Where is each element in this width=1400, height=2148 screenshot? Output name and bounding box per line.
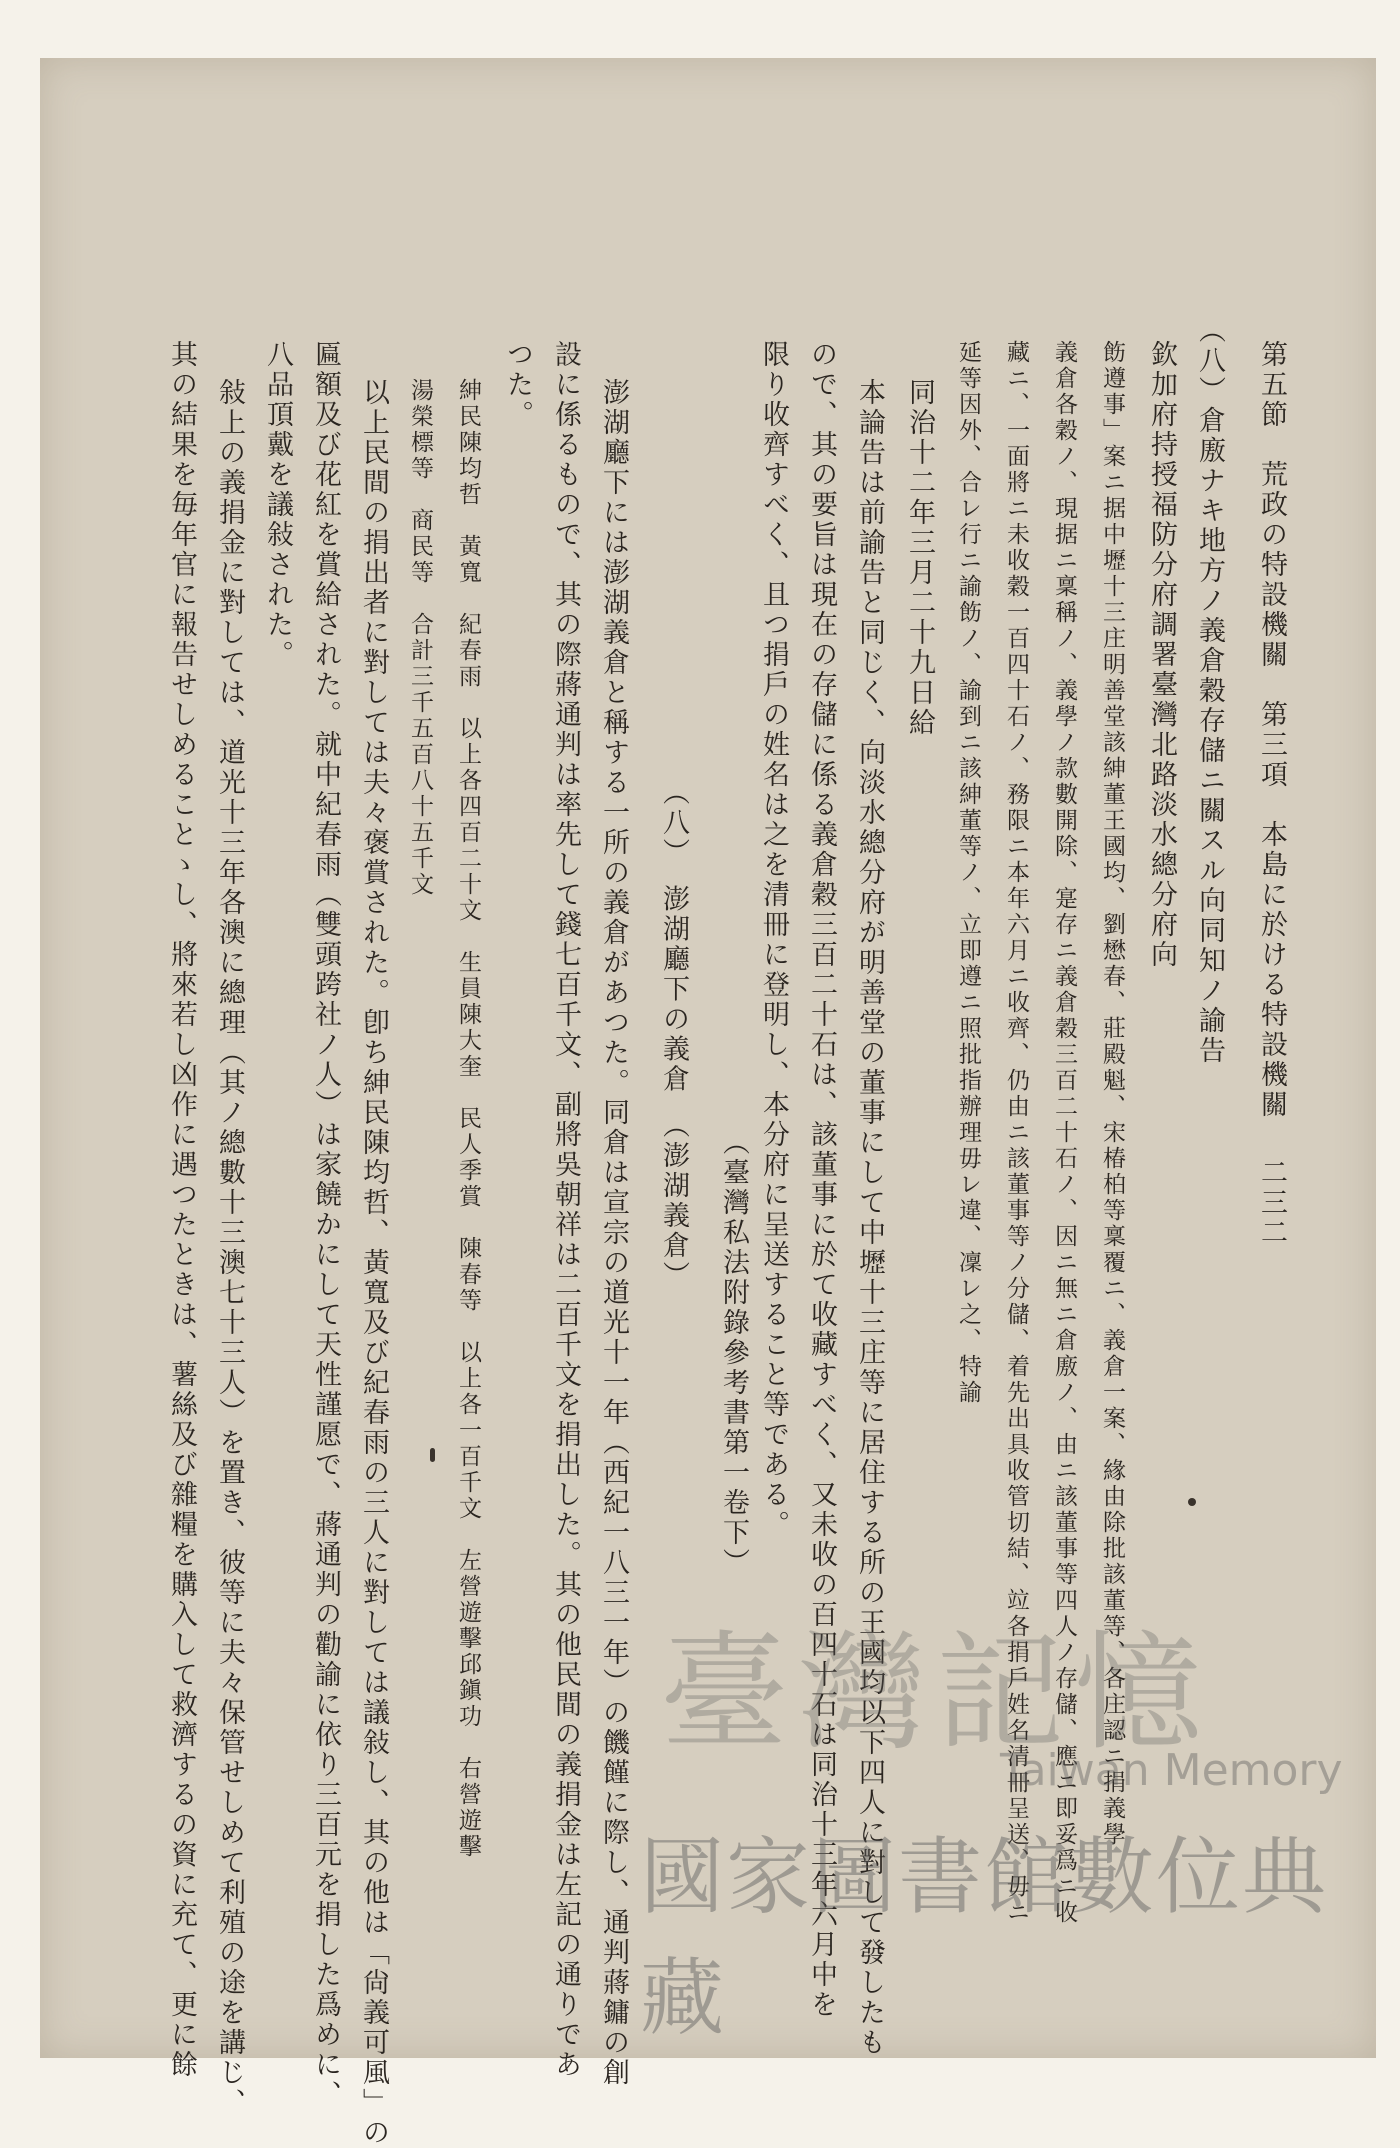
text-column: 八品頂戴を議敍された。 [262, 340, 293, 670]
text-column: 延等因外、合レ行ニ諭飭ノ、諭到ニ該紳董等ノ、立即遵ニ照批指辦理毋レ違、凜レ之、特諭 [955, 340, 981, 1406]
section-heading: （八） 澎湖廳下の義倉 （澎湖義倉） [658, 778, 689, 1291]
page-number: 二三二 [1256, 1158, 1287, 1248]
text-column: ので、其の要旨は現在の存儲に係る義倉穀三百二十石は、該董事に於て收藏すべく、又未收の百四十石は同治十三年六月中を [806, 340, 837, 2020]
text-column: 澎湖廳下には澎湖義倉と稱する一所の義倉があつた。同倉は宣宗の道光十一年（西紀一八三一年）の饑饉に際し、通判蔣鏞の創 [598, 378, 629, 2088]
text-column: 欽加府持授福防分府調署臺灣北路淡水總分府向 [1146, 340, 1177, 970]
text-column: （八）倉廒ナキ地方ノ義倉穀存儲ニ關スル向同知ノ諭告 [1194, 316, 1225, 1066]
text-column: 湯榮標等 商民等 合計三千五百八十五千文 [407, 378, 433, 898]
text-column: 其の結果を毎年官に報告せしめることゝし、將來若し凶作に遇つたときは、薯絲及び雜糧を購入して救濟するの資に充て、更に餘 [166, 340, 197, 2080]
text-column: 以上民間の捐出者に對しては夫々褒賞された。卽ち紳民陳均哲、黃寬及び紀春雨の三人に對しては議敍し、其の他は「尙義可風」の [358, 378, 389, 2148]
watermark-calligraphy: 臺灣記憶 [660, 1619, 1213, 1768]
running-title: 第五節 荒政の特設機關 第三項 本島に於ける特設機關 [1256, 340, 1287, 1120]
date-line: 同治十二年三月二十九日給 [904, 378, 935, 738]
text-column: 藏ニ、一面將ニ未收穀一百四十石ノ、務限ニ本年六月ニ收齊、仍由ニ該董事等ノ分儲、着先出具收管切結、竝各捐戶姓名清冊呈送、毋ニ [1003, 340, 1029, 1926]
watermark-english: Taiwan Memory [1000, 1745, 1343, 1796]
text-column: 義倉各穀ノ、現据ニ稟稱ノ、義學ノ款數開除、寔存ニ義倉穀三百二十石ノ、因ニ無ニ倉廒ノ、由ニ該董事等四人ノ存儲、應ニ即妥爲ニ收 [1051, 340, 1077, 1926]
ink-spot [1188, 1498, 1196, 1506]
text-column: 設に係るもので、其の際蔣通判は率先して錢七百千文、副將吳朝祥は二百千文を捐出した。其の他民間の義捐金は左記の通りであ [550, 340, 581, 2080]
text-column: つた。 [502, 340, 533, 430]
ink-spot [430, 1448, 435, 1462]
text-column: 敍上の義捐金に對しては、道光十三年各澳に總理（其ノ總數十三澳七十三人）を置き、彼等に夫々保管せしめて利殖の途を講じ、 [214, 378, 245, 2118]
text-column: 匾額及び花紅を賞給された。就中紀春雨（雙頭跨社ノ人）は家饒かにして天性謹愿で、蔣通判の勸諭に依り三百元を捐した爲めに、 [310, 340, 341, 2110]
text-column: 紳民陳均哲 黃寬 紀春雨 以上各四百二十文 生員陳大奎 民人季賞 陳春等 以上各一百千文 左營遊擊邱鎭功 右營遊擊 [455, 378, 481, 1860]
text-column: 限り收齊すべく、且つ捐戶の姓名は之を清冊に登明し、本分府に呈送すること等である。 [758, 340, 789, 1540]
text-column: 飭遵事」案ニ据中壢十三庄明善堂該紳董王國均、劉懋春、莊殿魁、宋椿柏等稟覆ニ、義倉一案、緣由除批該董等、各庄認ニ捐義學 [1099, 340, 1125, 1848]
watermark-library: 國家圖書館數位典藏 [640, 1828, 1329, 2047]
source-citation: （臺灣私法附錄參考書第一卷下） [718, 1128, 749, 1578]
text-column: 本論告は前諭告と同じく、向淡水總分府が明善堂の董事にして中壢十三庄等に居住する所の王國均以下四人に對して發したも [854, 378, 885, 2058]
